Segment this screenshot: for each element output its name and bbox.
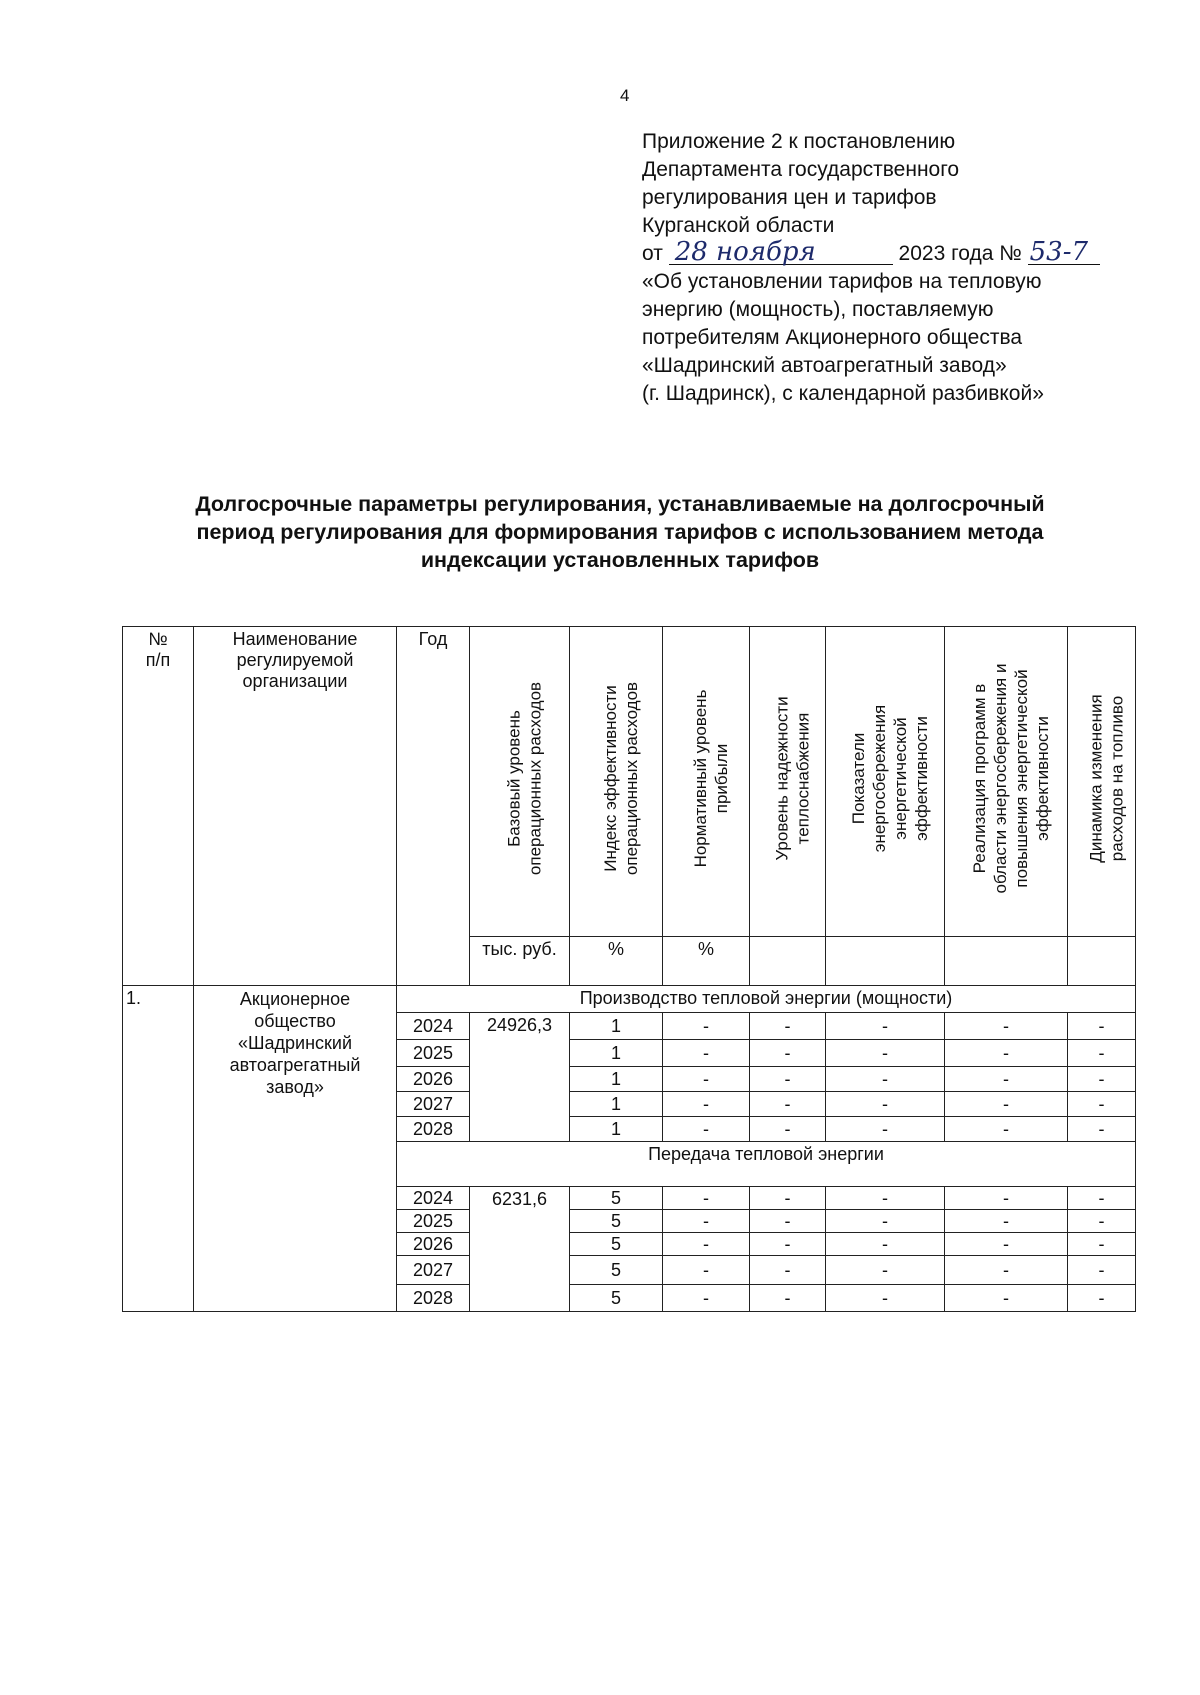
rotated-header-line: эффективности: [1033, 716, 1052, 841]
appendix-line: Департамента государственного: [642, 158, 960, 181]
appendix-line: регулирования цен и тарифов: [642, 186, 937, 209]
year-cell: 2027: [397, 1256, 470, 1285]
programs-cell: -: [945, 1285, 1068, 1312]
organization-line: Акционерное: [239, 989, 351, 1009]
index-cell: 1: [570, 1092, 663, 1117]
year-cell: 2027: [397, 1092, 470, 1117]
reliability-cell: -: [750, 1117, 826, 1142]
rotated-header-text: [570, 627, 662, 930]
energy-cell: -: [826, 1067, 945, 1092]
rotated-header-line: Базовый уровень: [504, 710, 524, 847]
programs-cell: -: [945, 1013, 1068, 1040]
rotated-header-line: области энергосбережения и: [991, 663, 1010, 894]
programs-cell: -: [945, 1233, 1068, 1256]
header-text: Наименование: [232, 629, 358, 649]
rotated-header-text: [663, 627, 749, 930]
rotated-header-line: Индекс эффективности: [601, 685, 620, 872]
index-cell: 1: [570, 1040, 663, 1067]
base-value-cell: 6231,6: [470, 1187, 570, 1312]
energy-cell: -: [826, 1117, 945, 1142]
header-reliability: [750, 627, 826, 937]
appendix-block: [642, 128, 1162, 408]
year-cell: 2028: [397, 1117, 470, 1142]
handwritten-number: 53-7: [1028, 240, 1100, 265]
parameters-table: [122, 626, 1136, 1312]
fuel-cell: -: [1068, 1067, 1136, 1092]
title-line: индексации установленных тарифов: [420, 548, 820, 572]
fuel-cell: -: [1068, 1256, 1136, 1285]
organization-name: [194, 986, 397, 1312]
year-cell: 2026: [397, 1067, 470, 1092]
unit-empty: [1068, 937, 1136, 986]
fuel-cell: -: [1068, 1013, 1136, 1040]
rotated-header-line: Реализация программ в: [970, 683, 989, 874]
index-cell: 5: [570, 1187, 663, 1210]
rotated-header-text: [750, 627, 825, 930]
index-cell: 5: [570, 1256, 663, 1285]
reliability-cell: -: [750, 1233, 826, 1256]
unit-index: %: [570, 937, 663, 986]
header-energy-indicators: [826, 627, 945, 937]
unit-empty: [945, 937, 1068, 986]
fuel-cell: -: [1068, 1117, 1136, 1142]
rotated-header-line: операционных расходов: [622, 681, 641, 876]
programs-cell: -: [945, 1187, 1068, 1210]
energy-cell: -: [826, 1013, 945, 1040]
reliability-cell: -: [750, 1187, 826, 1210]
reliability-cell: -: [750, 1067, 826, 1092]
profit-cell: -: [663, 1040, 750, 1067]
appendix-subject-line: потребителям Акционерного общества: [642, 326, 1023, 349]
unit-profit: %: [663, 937, 750, 986]
appendix-subject-line: энергию (мощность), поставляемую: [642, 298, 994, 321]
header-profit-level: [663, 627, 750, 937]
profit-cell: -: [663, 1117, 750, 1142]
year-cell: 2026: [397, 1233, 470, 1256]
section-row: [123, 986, 1136, 1013]
energy-cell: -: [826, 1092, 945, 1117]
fuel-cell: -: [1068, 1285, 1136, 1312]
reliability-cell: -: [750, 1210, 826, 1233]
programs-cell: -: [945, 1256, 1068, 1285]
title-line: период регулирования для формирования тарифов с использованием метода: [196, 520, 1044, 544]
rotated-header-line: повышения энергетической: [1012, 669, 1031, 888]
index-cell: 5: [570, 1285, 663, 1312]
rotated-header-line: Уровень надежности: [772, 696, 792, 861]
profit-cell: -: [663, 1067, 750, 1092]
appendix-subject-line: «Об установлении тарифов на тепловую: [642, 270, 1042, 293]
year-cell: 2028: [397, 1285, 470, 1312]
rotated-header-text: [470, 627, 569, 930]
profit-cell: -: [663, 1187, 750, 1210]
rotated-header-line: Нормативный уровень: [691, 689, 710, 868]
header-row: [123, 627, 1136, 937]
rotated-header-line: операционных расходов: [525, 681, 545, 876]
reliability-cell: -: [750, 1013, 826, 1040]
page-number: 4: [620, 86, 630, 105]
programs-cell: -: [945, 1040, 1068, 1067]
title-line: Долгосрочные параметры регулирования, устанавливаемые на долгосрочный: [195, 492, 1045, 516]
profit-cell: -: [663, 1233, 750, 1256]
reliability-cell: -: [750, 1256, 826, 1285]
index-cell: 1: [570, 1013, 663, 1040]
appendix-line: Курганской области: [642, 214, 835, 237]
organization-line: завод»: [266, 1077, 324, 1097]
appendix-line: Приложение 2 к постановлению: [642, 130, 956, 153]
rotated-header-text: [945, 627, 1067, 930]
year-text: 2023 года №: [898, 242, 1022, 265]
energy-cell: -: [826, 1040, 945, 1067]
unit-empty: [826, 937, 945, 986]
profit-cell: -: [663, 1092, 750, 1117]
row-number: 1.: [123, 986, 194, 1312]
header-fuel-dynamics: [1068, 627, 1136, 937]
header-num: [123, 627, 194, 986]
unit-empty: [750, 937, 826, 986]
profit-cell: -: [663, 1210, 750, 1233]
header-text: №: [148, 629, 168, 649]
programs-cell: -: [945, 1117, 1068, 1142]
header-text: п/п: [145, 650, 171, 670]
rotated-header-line: энергосбережения: [870, 704, 889, 853]
header-text: организации: [242, 671, 348, 691]
fuel-cell: -: [1068, 1040, 1136, 1067]
energy-cell: -: [826, 1233, 945, 1256]
reliability-cell: -: [750, 1092, 826, 1117]
rotated-header-text: [826, 627, 944, 930]
rotated-header-text: [1068, 627, 1135, 930]
profit-cell: -: [663, 1285, 750, 1312]
section-title: Производство тепловой энергии (мощности): [397, 986, 1136, 1013]
header-organization: [194, 627, 397, 986]
unit-base: тыс. руб.: [470, 937, 570, 986]
energy-cell: -: [826, 1285, 945, 1312]
reliability-cell: -: [750, 1285, 826, 1312]
organization-line: «Шадринский: [237, 1033, 352, 1053]
fuel-cell: -: [1068, 1092, 1136, 1117]
year-cell: 2024: [397, 1013, 470, 1040]
appendix-subject-line: (г. Шадринск), с календарной разбивкой»: [642, 382, 1044, 405]
section-title: Передача тепловой энергии: [397, 1142, 1136, 1187]
reliability-cell: -: [750, 1040, 826, 1067]
header-efficiency-index: [570, 627, 663, 937]
header-base-level: [470, 627, 570, 937]
year-cell: 2024: [397, 1187, 470, 1210]
header-text: регулируемой: [236, 650, 354, 670]
base-value-cell: 24926,3: [470, 1013, 570, 1142]
appendix-subject-line: «Шадринский автоагрегатный завод»: [642, 354, 1007, 377]
year-cell: 2025: [397, 1210, 470, 1233]
index-cell: 1: [570, 1067, 663, 1092]
fuel-cell: -: [1068, 1210, 1136, 1233]
header-year: Год: [397, 627, 470, 986]
programs-cell: -: [945, 1092, 1068, 1117]
organization-line: общество: [254, 1011, 336, 1031]
header-programs: [945, 627, 1068, 937]
rotated-header-line: энергетической: [891, 717, 910, 840]
profit-cell: -: [663, 1256, 750, 1285]
document-title: [120, 490, 1120, 574]
energy-cell: -: [826, 1210, 945, 1233]
energy-cell: -: [826, 1187, 945, 1210]
date-prefix: от: [642, 242, 663, 265]
programs-cell: -: [945, 1067, 1068, 1092]
fuel-cell: -: [1068, 1187, 1136, 1210]
rotated-header-line: Динамика изменения: [1086, 694, 1106, 863]
year-cell: 2025: [397, 1040, 470, 1067]
rotated-header-line: эффективности: [912, 716, 931, 841]
appendix-date-line: [642, 237, 1162, 268]
organization-line: автоагрегатный: [229, 1055, 361, 1075]
index-cell: 1: [570, 1117, 663, 1142]
fuel-cell: -: [1068, 1233, 1136, 1256]
profit-cell: -: [663, 1013, 750, 1040]
rotated-header-line: расходов на топливо: [1107, 695, 1127, 862]
handwritten-date: 28 ноября: [669, 240, 893, 265]
programs-cell: -: [945, 1210, 1068, 1233]
rotated-header-line: теплоснабжения: [793, 712, 813, 845]
index-cell: 5: [570, 1233, 663, 1256]
energy-cell: -: [826, 1256, 945, 1285]
index-cell: 5: [570, 1210, 663, 1233]
rotated-header-line: прибыли: [712, 743, 731, 814]
rotated-header-line: Показатели: [849, 732, 868, 825]
